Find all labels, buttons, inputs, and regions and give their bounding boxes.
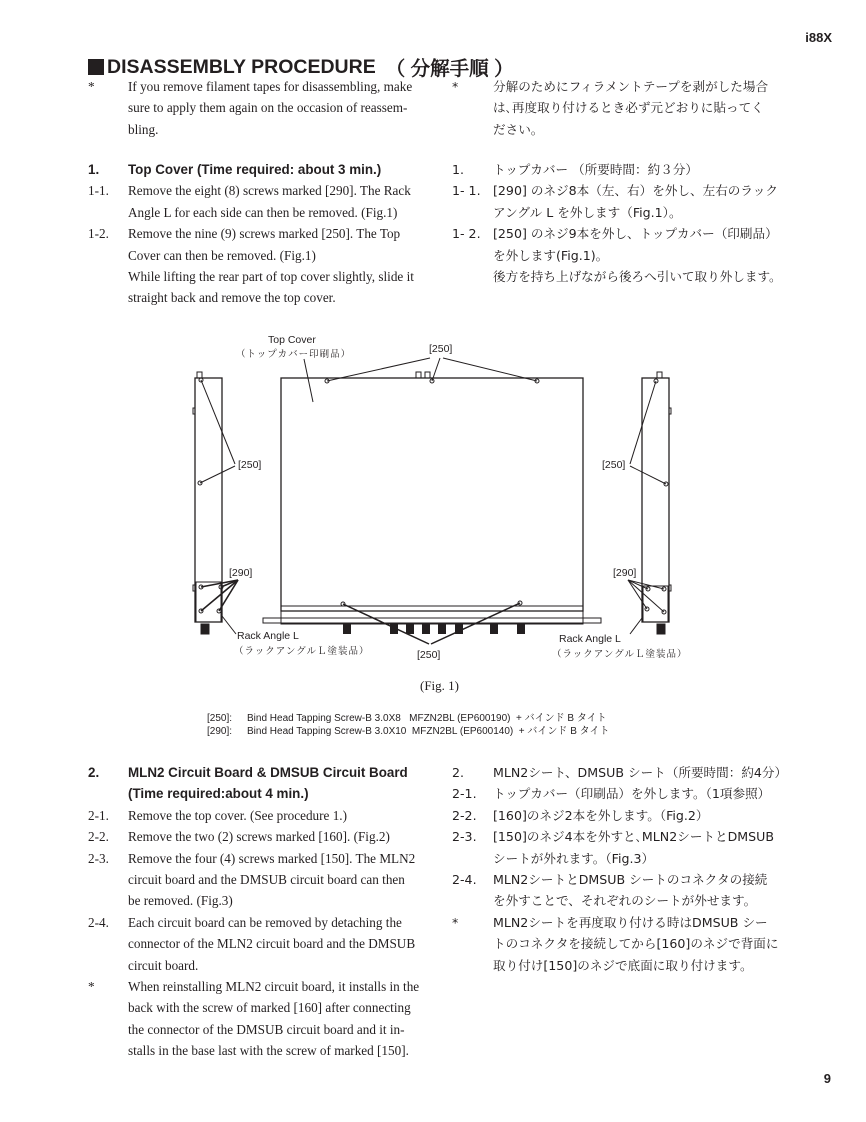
step-text: MLN2シート、DMSUB シート（所要時間：約4分） — [493, 765, 788, 780]
step-text: Remove the top cover. (See procedure 1.) — [128, 807, 347, 823]
step-number: * — [88, 979, 95, 994]
step-number: 1- 1. — [452, 183, 481, 199]
step-text: [250] のネジ9本を外し、トップカバー（印刷品） — [493, 226, 778, 242]
step-number: * — [88, 79, 95, 94]
step-text: While lifting the rear part of top cover slightly, slide it — [128, 269, 414, 284]
step-text: 取り付け[150]のネジで底面に取り付けます。 — [493, 957, 753, 973]
label-rack-angle-right-ja: （ラックアングルＬ塗装品） — [552, 649, 688, 660]
label-screw-250-bottom: [250] — [417, 649, 441, 661]
step-number: 2-2. — [452, 807, 477, 823]
step-number: 2. — [452, 765, 465, 780]
step-text: を外します(Fig.1)。 — [493, 247, 609, 263]
step-text: straight back and remove the top cover. — [128, 290, 336, 306]
step-text: Remove the four (4) screws marked [150]. The MLN2 — [128, 850, 416, 866]
label-rack-angle-left-ja: （ラックアングルＬ塗装品） — [234, 646, 370, 657]
step-text: be removed. (Fig.3) — [128, 893, 233, 909]
step-number: 2-4. — [452, 872, 477, 887]
page-number: 9 — [823, 1071, 831, 1086]
step-text: トップカバー（印刷品）を外します。（1項参照） — [493, 786, 771, 802]
step-number: 1-1. — [88, 183, 109, 199]
step-text: the connector of the DMSUB circuit board and it in- — [128, 1021, 405, 1037]
step-text: MLN2 Circuit Board & DMSUB Circuit Board — [128, 765, 408, 780]
step-text: を外すことで、それぞれのシートが外せます。 — [493, 893, 757, 909]
step-number: 2-2. — [88, 829, 109, 845]
step-text: Cover can then be removed. (Fig.1) — [128, 247, 316, 263]
legend-desc: Bind Head Tapping Screw-B 3.0X10 MFZN2BL (EP600140) + バインド B タイト — [247, 726, 610, 737]
screw-legend-290 — [207, 722, 609, 737]
step-text: bling. — [128, 121, 159, 137]
step-number: 1- 2. — [452, 226, 481, 242]
label-top-cover-ja: （トップカバー印刷品） — [236, 349, 352, 360]
step-number: 2. — [88, 765, 100, 780]
step-text: Top Cover (Time required: about 3 min.) — [128, 162, 382, 177]
step-text: は､再度取り付けるとき必ず元どおりに貼ってく — [493, 100, 764, 116]
step-text: If you remove filament tapes for disassembling, make — [128, 79, 413, 94]
step-text: connector of the MLN2 circuit board and the DMSUB — [128, 936, 416, 952]
label-top-cover: Top Cover — [268, 334, 316, 346]
step-text: [160]のネジ2本を外します。（Fig.2） — [493, 807, 709, 823]
step-number: 2-3. — [452, 829, 477, 845]
label-screw-290-left: [290] — [229, 567, 253, 579]
step-text: 後方を持ち上げながら後ろへ引いて取り外します。 — [493, 269, 782, 284]
label-rack-angle-right: Rack Angle L — [559, 633, 621, 645]
label-screw-250-left: [250] — [238, 459, 262, 471]
step-number: 2-1. — [452, 786, 477, 802]
step-text: シートが外れます。（Fig.3） — [493, 850, 655, 866]
label-screw-290-right: [290] — [613, 567, 637, 579]
step-text: back with the screw of marked [160] after connecting — [128, 1000, 411, 1016]
step-text: [290] のネジ8本（左、右）を外し、左右のラック — [493, 183, 778, 199]
main-unit-top-view — [263, 358, 601, 644]
step-text: [150]のネジ4本を外すと､MLN2シートとDMSUB — [493, 829, 775, 845]
title-en: DISASSEMBLY PROCEDURE — [107, 55, 376, 78]
label-screw-250-right: [250] — [602, 459, 626, 471]
step-text: stalls in the base last with the screw of marked [150]. — [128, 1043, 409, 1059]
step-number: 2-4. — [88, 914, 109, 930]
step-text: circuit board and the DMSUB circuit board can then — [128, 872, 405, 887]
step-number: 2-1. — [88, 807, 109, 823]
step-text: Angle L for each side can then be removed. (Fig.1) — [128, 204, 398, 220]
step-text: circuit board. — [128, 957, 199, 973]
label-rack-angle-left: Rack Angle L — [237, 630, 299, 642]
step-text: アングル L を外します（Fig.1）。 — [493, 204, 682, 220]
step-text: Remove the nine (9) screws marked [250]. The Top — [128, 226, 401, 242]
legend-key: [290]: — [207, 726, 233, 737]
step-text: ださい。 — [493, 121, 544, 137]
left-side-panel — [193, 372, 238, 634]
right-side-panel — [628, 372, 671, 634]
step-text: Remove the two (2) screws marked [160]. (Fig.2) — [128, 829, 390, 845]
legend-desc: Bind Head Tapping Screw-B 3.0X8 MFZN2BL (EP600190) + バインド B タイト — [247, 713, 607, 724]
step-text: When reinstalling MLN2 circuit board, it installs in the — [128, 979, 420, 994]
title-ja: （ 分解手順 ） — [385, 58, 514, 80]
step-text: トップカバー （所要時間：約３分） — [493, 162, 698, 177]
legend-key: [250]: — [207, 713, 233, 724]
step-text: 分解のためにフィラメントテープを剥がした場合 — [493, 79, 769, 94]
step-text: (Time required:about 4 min.) — [128, 786, 309, 802]
step-number: 2-3. — [88, 850, 109, 866]
step-number: * — [452, 79, 459, 94]
step-text: Each circuit board can be removed by detaching the — [128, 914, 402, 930]
step-text: トのコネクタを接続してから[160]のネジで背面に — [493, 936, 779, 952]
label-screw-250-top: [250] — [429, 343, 453, 355]
step-number: 1. — [88, 162, 100, 177]
step-text: MLN2シートを再度取り付ける時はDMSUB シー — [493, 914, 768, 930]
step-number: 1. — [452, 162, 465, 177]
step-text: MLN2シートとDMSUB シートのコネクタの接続 — [493, 872, 768, 887]
step-text: sure to apply them again on the occasion of reassem- — [128, 100, 408, 116]
figure-caption: (Fig. 1) — [420, 678, 459, 693]
step-text: Remove the eight (8) screws marked [290]. The Rack — [128, 183, 411, 199]
step-number: * — [452, 914, 459, 930]
step-number: 1-2. — [88, 226, 109, 242]
front-connectors — [343, 624, 525, 634]
model-name: i88X — [805, 30, 832, 45]
